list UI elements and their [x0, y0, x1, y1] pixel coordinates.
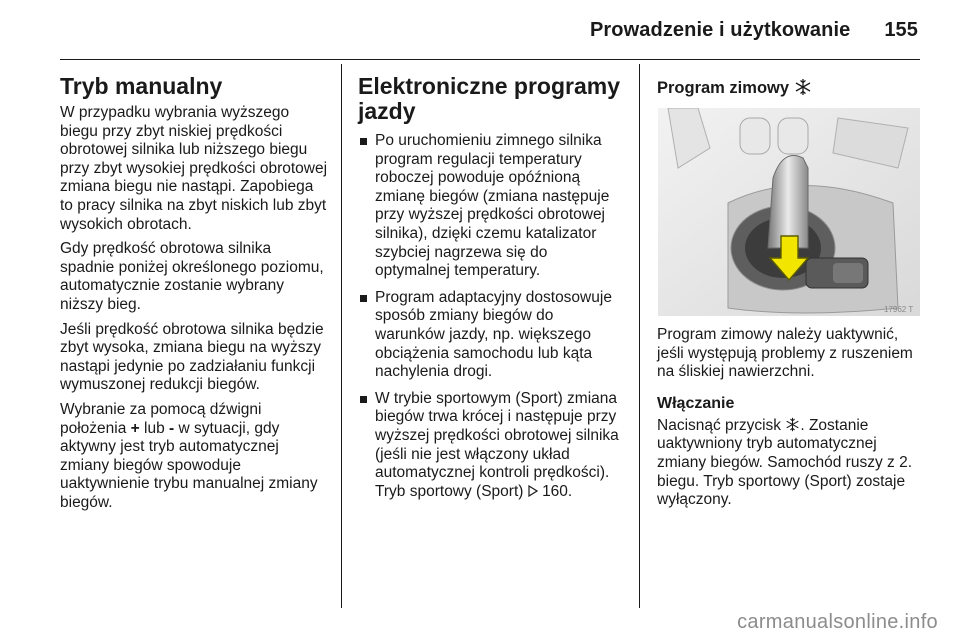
- winter-paragraph-1: Program zimowy należy uaktywnić, jeśli występują problemy z ruszeniem na śliskiej nawierzchni.: [657, 326, 913, 381]
- plus-symbol: +: [130, 419, 140, 437]
- minus-symbol: -: [169, 419, 175, 437]
- paragraph-3: Jeśli prędkość obrotowa silnika będzie zbyt wysoka, zmiana biegu na wyższy nastąpi jedynie po zadziałaniu funkcji wymuszonej redukcji biegów.: [60, 320, 324, 394]
- winter-paragraph-2-part-b: . Zostanie uaktywniony tryb automatycznej zmiany biegów. Samochód ruszy z 2. biegu. Tryb sportowy (Sport) zostaje wyłączony.: [657, 416, 913, 509]
- paragraph-4-part-c: w sytuacji, gdy aktywny jest tryb automatycznej zmiany biegów spowoduje uaktywnienie trybu manualnej zmiany biegów.: [60, 419, 318, 511]
- page-reference-icon: [528, 485, 538, 497]
- gear-selector-photo: [658, 108, 920, 316]
- page-header: [590, 19, 918, 42]
- subheading-activation: Włączanie: [657, 394, 735, 412]
- paragraph-4-part-a: Wybranie za pomocą dźwigni położenia: [60, 400, 262, 437]
- paragraph-1: W przypadku wybrania wyższego biegu przy zbyt niskiej prędkości obrotowej silnika lub niższego biegu przy zbyt wysokiej prędkości obrotowej zmiana biegu nie nastąpi. Zapobiega to pracy silnika na zbyt niskich lub zbyt wysokich obrotach.: [60, 104, 328, 233]
- list-item: [358, 390, 624, 502]
- watermark: carmanualsonline.info: [737, 611, 938, 633]
- header-rule: [60, 59, 920, 60]
- heading-manual-mode: Tryb manualny: [60, 73, 223, 99]
- list-item: Program adaptacyjny dostosowuje sposób zmiany biegów do warunków jazdy, np. większego obciążenia samochodu lub kąta nachylenia drogi.: [358, 289, 624, 382]
- list-item-text: W trybie sportowym (Sport) zmiana biegów trwa krócej i następuje przy wyższej prędkości obrotowej silnika (jeśli nie jest włączony układ automatycznej kontroli prędkości). Tryb sportowy (Sport): [375, 389, 619, 500]
- column-manual-mode: [60, 74, 328, 518]
- column-winter-program: [657, 74, 925, 101]
- column-divider-1: [341, 64, 342, 608]
- program-list: [358, 132, 624, 501]
- heading-winter-program-text: Program zimowy: [657, 79, 790, 97]
- snowflake-icon: [794, 78, 812, 96]
- paragraph-4: [60, 401, 328, 513]
- winter-program-text: [657, 326, 927, 516]
- page-reference: 160.: [542, 482, 573, 500]
- column-divider-2: [639, 64, 640, 608]
- paragraph-2: Gdy prędkość obrotowa silnika spadnie poniżej określonego poziomu, automatycznie zostanie wybrany niższy bieg.: [60, 240, 324, 313]
- winter-paragraph-2-part-a: Nacisnąć przycisk: [657, 416, 786, 434]
- paragraph-4-part-b: lub: [139, 419, 170, 437]
- page-number: 155: [884, 19, 918, 41]
- snowflake-icon: [785, 417, 800, 432]
- image-code: 17962 T: [884, 305, 914, 314]
- list-item: Po uruchomieniu zimnego silnika program regulacji temperatury roboczej powoduje opóźnioną zmianę biegów (zmiana następuje przy wyższej prędkości obrotowej silnika), dzięki czemu katalizator szybciej nagrzewa się do optymalnej temperatury.: [358, 132, 624, 281]
- winter-paragraph-2: [657, 417, 927, 510]
- column-electronic-programs: [358, 74, 624, 509]
- heading-winter-program: [657, 78, 925, 98]
- heading-electronic-programs: Elektroniczne programy jazdy: [358, 73, 621, 124]
- header-title: Prowadzenie i użytkowanie: [589, 19, 851, 41]
